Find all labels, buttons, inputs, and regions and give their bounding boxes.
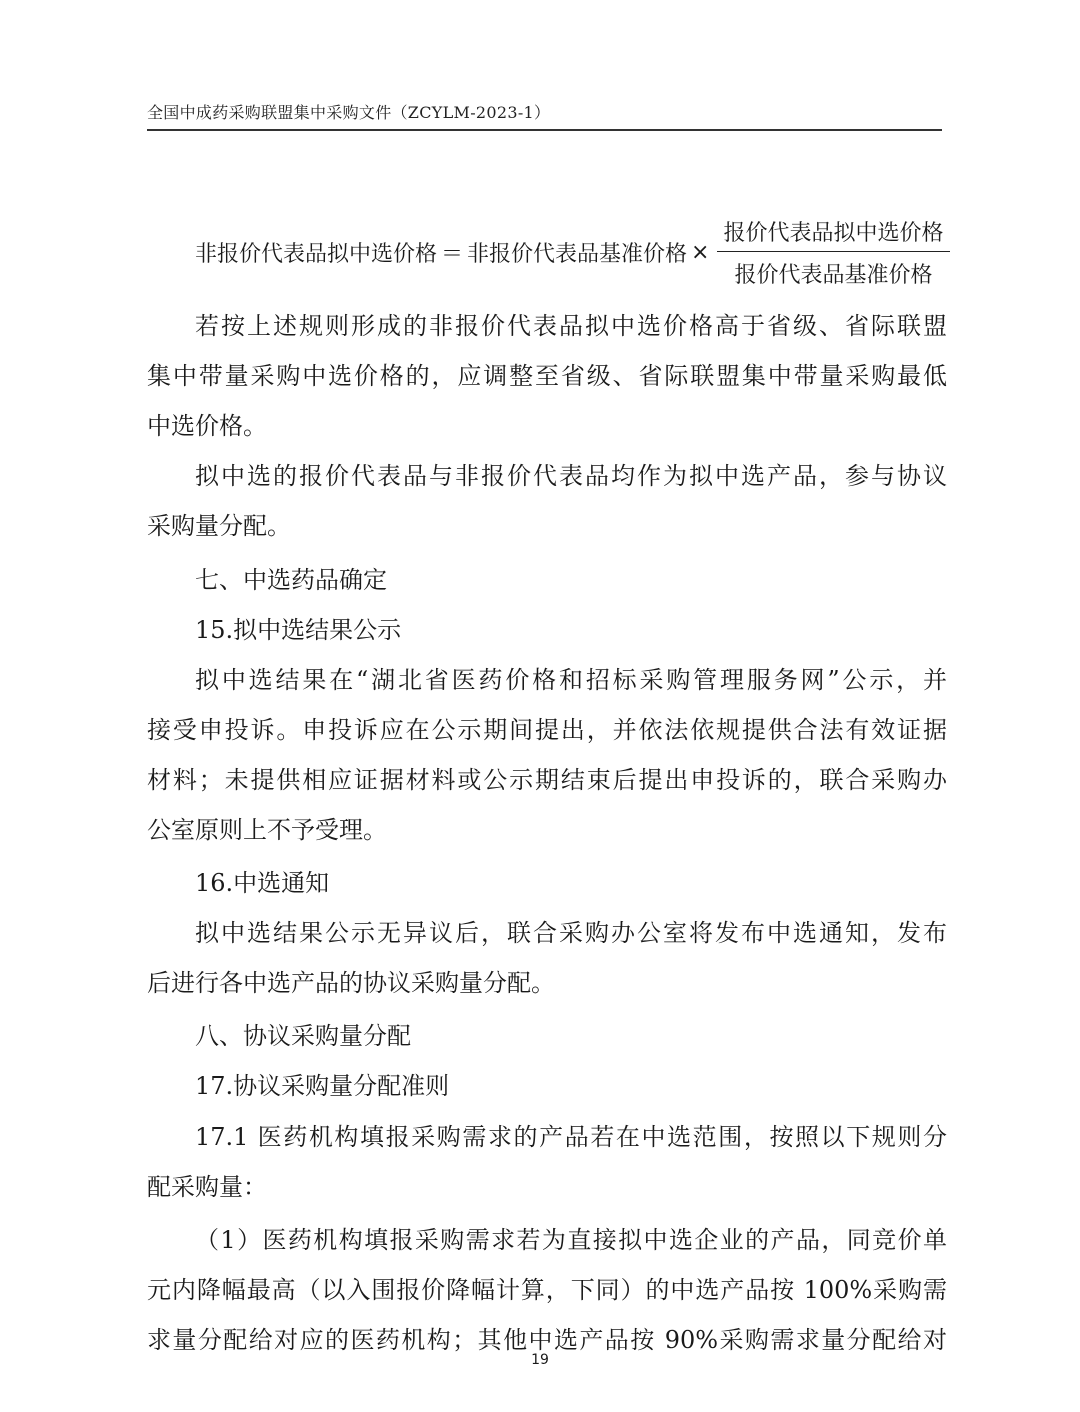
paragraph-line: 元内降幅最高（以入围报价降幅计算，下同）的中选产品按 100%采购需 — [147, 1276, 947, 1304]
section-heading-7: 七、中选药品确定 — [195, 566, 387, 594]
subsection-heading-16: 16.中选通知 — [195, 869, 330, 897]
paragraph-line: 后进行各中选产品的协议采购量分配。 — [147, 969, 555, 997]
formula-equals: ＝ — [441, 241, 464, 267]
paragraph-line: 配采购量： — [147, 1173, 267, 1201]
paragraph-line: 拟中选结果公示无异议后，联合采购办公室将发布中选通知，发布 — [195, 919, 947, 947]
paragraph-line: 材料；未提供相应证据材料或公示期结束后提出申投诉的，联合采购办 — [147, 766, 947, 794]
paragraph-line: 采购量分配。 — [147, 512, 291, 540]
paragraph-line: 拟中选结果在“湖北省医药价格和招标采购管理服务网”公示，并 — [195, 666, 947, 694]
formula-fraction — [717, 216, 949, 289]
subsection-heading-15: 15.拟中选结果公示 — [195, 616, 402, 644]
page-number: 19 — [531, 1352, 549, 1368]
paragraph-line: 若按上述规则形成的非报价代表品拟中选价格高于省级、省际联盟 — [195, 312, 947, 340]
formula-numerator: 报价代表品拟中选价格 — [717, 216, 949, 252]
paragraph-line: 中选价格。 — [147, 412, 267, 440]
formula-rhs: 非报价代表品基准价格 — [467, 241, 688, 267]
subsection-heading-17: 17.协议采购量分配准则 — [195, 1072, 450, 1100]
paragraph-line: 17.1 医药机构填报采购需求的产品若在中选范围，按照以下规则分 — [195, 1123, 947, 1151]
paragraph-line: 接受申投诉。申投诉应在公示期间提出，并依法依规提供合法有效证据 — [147, 716, 947, 744]
section-heading-8: 八、协议采购量分配 — [195, 1022, 411, 1050]
formula-times: × — [691, 239, 710, 265]
formula-denominator: 报价代表品基准价格 — [734, 262, 933, 288]
paragraph-line: 集中带量采购中选价格的，应调整至省级、省际联盟集中带量采购最低 — [147, 362, 947, 390]
price-formula — [195, 212, 950, 292]
header-divider — [147, 129, 942, 131]
paragraph-line: 求量分配给对应的医药机构；其他中选产品按 90%采购需求量分配给对 — [147, 1326, 947, 1354]
document-header: 全国中成药采购联盟集中采购文件（ZCYLM-2023-1） — [147, 103, 551, 122]
formula-lhs: 非报价代表品拟中选价格 — [195, 241, 438, 267]
paragraph-line: 公室原则上不予受理。 — [147, 816, 387, 844]
paragraph-line: 拟中选的报价代表品与非报价代表品均作为拟中选产品，参与协议 — [195, 462, 947, 490]
paragraph-line: （1）医药机构填报采购需求若为直接拟中选企业的产品，同竞价单 — [195, 1226, 947, 1254]
